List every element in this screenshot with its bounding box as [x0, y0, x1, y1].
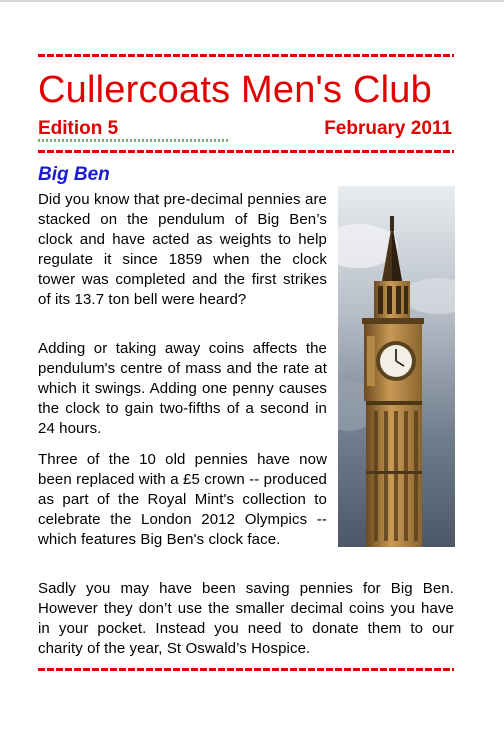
article-paragraph-2: Adding or taking away coins affects the pendulum's centre of mass and the rate at which it swings. Adding one penny causes the clock to gain two-fifths of a second in 24 hours. — [38, 340, 327, 437]
newsletter-title: Cullercoats Men's Club — [38, 69, 432, 111]
spellcheck-underline — [38, 139, 228, 142]
article-paragraph-1: Did you know that pre-decimal pennies are stacked on the pendulum of Big Ben’s clock and have acted as weights to help regulate it since 1859 when the clock tower was completed and the first strikes of its 13.7 ton bell were heard? — [38, 191, 327, 308]
header-dashed-rule — [38, 150, 454, 153]
issue-date: February 2011 — [324, 118, 452, 139]
bottom-dashed-rule — [38, 668, 454, 671]
big-ben-photo — [338, 186, 455, 547]
edition-label: Edition 5 — [38, 118, 119, 139]
article-heading: Big Ben — [38, 164, 110, 185]
top-border — [0, 0, 504, 2]
top-dashed-rule — [38, 54, 454, 57]
article-paragraph-3: Three of the 10 old pennies have now been replaced with a £5 crown -- produced as part of the Royal Mint's collection to celebrate the London 2012 Olympics -- which features Big Ben's clock face. — [38, 451, 327, 548]
article-paragraph-4: Sadly you may have been saving pennies for Big Ben. However they don’t use the smaller decimal coins you have in your pocket. Instead you need to donate them to our charity of the year, St Oswald’s Hospice. — [38, 580, 454, 657]
